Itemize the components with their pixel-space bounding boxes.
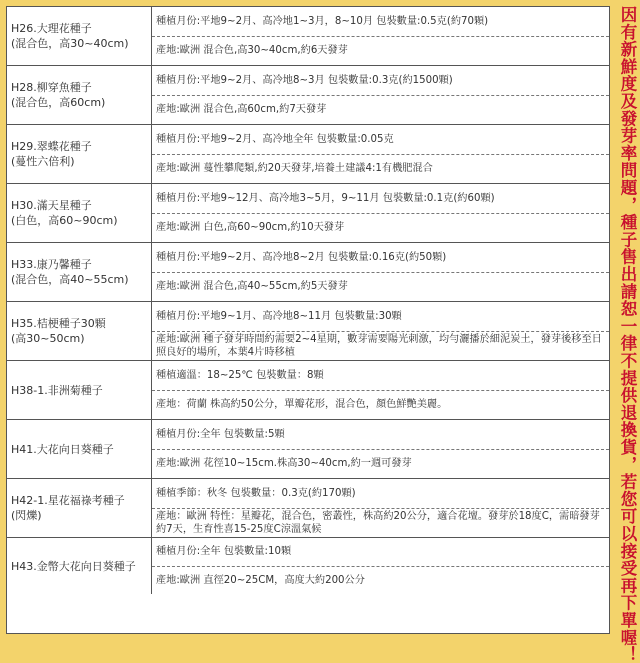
seed-subtitle: (閃爍) — [11, 509, 42, 522]
seed-detail-cell — [152, 361, 609, 419]
origin-info: 產地：歐洲 特性：星瓣花，混合色，密叢性，株高約20公分，適合花壇。發芽於18度C，需暗發芽約7天，生育性喜15-25度C涼溫氣候 — [156, 510, 600, 535]
seed-subtitle: (高30~50cm) — [11, 332, 85, 345]
planting-info: 種植月份:平地9~2月、高冷地8~2月 包裝數量:0.16克(約50顆) — [152, 243, 609, 273]
seed-subtitle: (白色，高60~90cm) — [11, 214, 118, 227]
planting-info: 種植月份:平地9~2月、高冷地全年 包裝數量:0.05克 — [152, 125, 609, 155]
planting-info: 種植月份:平地9~1月、高冷地8~11月 包裝數量:30顆 — [152, 302, 609, 332]
seed-row — [7, 420, 609, 479]
origin-info: 產地:歐洲 混合色,高40~55cm,約5天發芽 — [156, 281, 348, 293]
seed-name-cell — [7, 184, 152, 242]
seed-name-cell — [7, 361, 152, 419]
seed-name: H41.大花向日葵種子 — [11, 442, 114, 456]
seed-name: H35.桔梗種子30顆 — [11, 317, 106, 330]
seed-name-cell — [7, 7, 152, 65]
seed-name-cell — [7, 243, 152, 301]
planting-info: 種植適溫：18~25℃ 包裝數量：8顆 — [152, 361, 609, 391]
origin-info: 產地:歐洲 直徑20~25CM，高度大約200公分 — [156, 574, 365, 586]
planting-info: 種植季節：秋冬 包裝數量：0.3克(約170顆) — [152, 479, 609, 509]
return-policy-text: 因有新鮮度及發芽率問題，種子售出請恕一律不提供退換貨，若您可以接受再下單喔！ — [618, 6, 637, 663]
planting-info: 種植月份:全年 包裝數量:5顆 — [152, 420, 609, 450]
seed-detail-cell — [152, 125, 609, 183]
seed-name: H30.滿天星種子 — [11, 199, 92, 212]
origin-info: 產地:歐洲 混合色,高60cm,約7天發芽 — [156, 104, 327, 116]
seed-name: H28.柳穿魚種子 — [11, 81, 92, 94]
seed-name: H26.大理花種子 — [11, 22, 92, 35]
seed-name-cell — [7, 125, 152, 183]
seed-name-cell — [7, 538, 152, 594]
seed-row — [7, 66, 609, 125]
seed-row — [7, 243, 609, 302]
seed-row — [7, 125, 609, 184]
seed-subtitle: (混合色，高60cm) — [11, 96, 106, 109]
return-policy-banner — [614, 6, 640, 663]
seed-row — [7, 184, 609, 243]
planting-info: 種植月份:平地9~2月、高冷地1~3月，8~10月 包裝數量:0.5克(約70顆) — [152, 7, 609, 37]
seed-name: H43.金幣大花向日葵種子 — [11, 559, 136, 573]
seed-name-cell — [7, 66, 152, 124]
planting-info: 種植月份:全年 包裝數量:10顆 — [152, 538, 609, 567]
seed-subtitle: (蔓性六倍利) — [11, 155, 75, 168]
seed-name-cell — [7, 302, 152, 360]
origin-info: 產地:歐洲 混合色,高30~40cm,約6天發芽 — [156, 45, 348, 57]
seed-name: H33.康乃馨種子 — [11, 258, 92, 271]
seed-detail-cell — [152, 184, 609, 242]
seed-detail-cell — [152, 538, 609, 594]
origin-info: 產地:歐洲 蔓性攀爬類,約20天發芽,培養土建議4:1有機肥混合 — [156, 163, 433, 175]
seed-table — [6, 6, 610, 634]
origin-info: 產地:歐洲 花徑10~15cm.株高30~40cm,約一週可發芽 — [156, 458, 412, 470]
seed-name: H38-1.非洲菊種子 — [11, 383, 103, 397]
seed-subtitle: (混合色，高40~55cm) — [11, 273, 129, 286]
seed-row — [7, 538, 609, 594]
seed-name: H29.翠蝶花種子 — [11, 140, 92, 153]
planting-info: 種植月份:平地9~12月、高冷地3~5月，9~11月 包裝數量:0.1克(約60顆) — [152, 184, 609, 214]
seed-name-cell — [7, 479, 152, 537]
seed-detail-cell — [152, 420, 609, 478]
seed-detail-cell — [152, 302, 609, 360]
seed-row — [7, 361, 609, 420]
seed-detail-cell — [152, 7, 609, 65]
origin-info: 產地:歐洲 白色,高60~90cm,約10天發芽 — [156, 222, 345, 234]
origin-info: 產地：荷蘭 株高約50公分，單瓣花形，混合色，顏色鮮艷美麗。 — [156, 399, 448, 411]
seed-row — [7, 302, 609, 361]
seed-name-cell — [7, 420, 152, 478]
origin-info: 產地:歐洲 種子發芽時間約需要2~4星期，數芽需要陽光刺激，均勻灑播於細泥炭土，發芽後移至日照良好的場所，本葉4片時移植 — [156, 333, 602, 358]
seed-detail-cell — [152, 479, 609, 537]
seed-row — [7, 479, 609, 538]
seed-row — [7, 7, 609, 66]
seed-detail-cell — [152, 66, 609, 124]
seed-name: H42-1.星花福祿考種子 — [11, 494, 125, 507]
planting-info: 種植月份:平地9~2月、高冷地8~3月 包裝數量:0.3克(約1500顆) — [152, 66, 609, 96]
seed-subtitle: (混合色，高30~40cm) — [11, 37, 129, 50]
seed-detail-cell — [152, 243, 609, 301]
